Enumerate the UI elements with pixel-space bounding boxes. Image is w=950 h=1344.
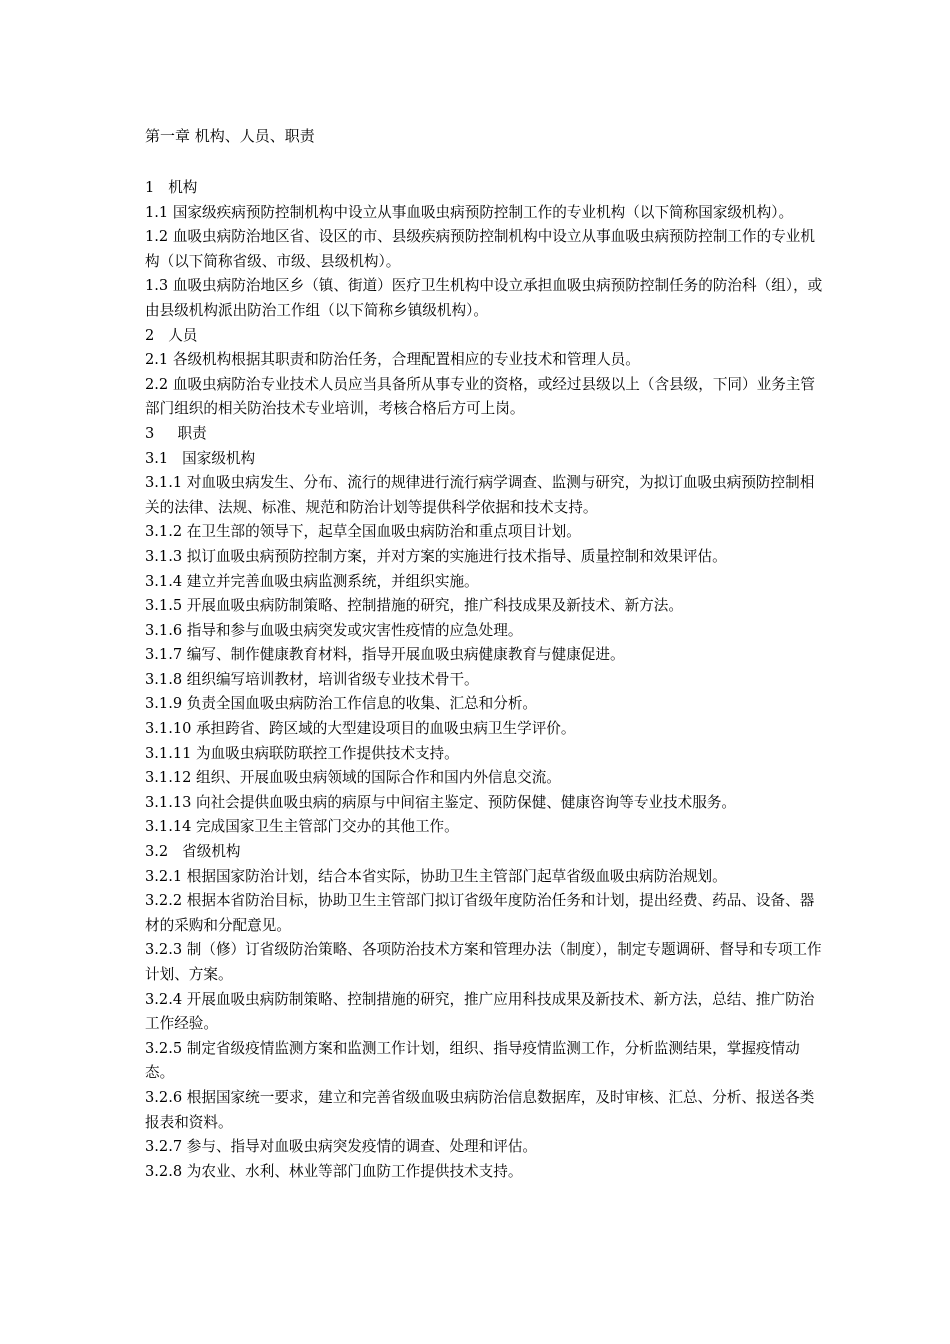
document-paragraph: 3.1.10 承担跨省、跨区域的大型建设项目的血吸虫病卫生学评价。 (145, 720, 576, 738)
document-page (145, 124, 825, 1184)
chapter-title: 第一章 机构、人员、职责 (145, 127, 315, 145)
document-paragraph: 3.1.3 拟订血吸虫病预防控制方案，并对方案的实施进行技术指导、质量控制和效果评估。 (145, 547, 727, 565)
document-paragraph: 2.2 血吸虫病防治专业技术人员应当具备所从事专业的资格，或经过县级以上（含县级，下同）业务主管部门组织的相关防治技术专业培训，考核合格后方可上岗。 (145, 375, 815, 418)
document-paragraph: 1.3 血吸虫病防治地区乡（镇、街道）医疗卫生机构中设立承担血吸虫病预防控制任务的防治科（组），或由县级机构派出防治工作组（以下简称乡镇级机构）。 (145, 277, 823, 319)
document-paragraph: 3.1.1 对血吸虫病发生、分布、流行的规律进行流行病学调查、监测与研究，为拟订血吸虫病预防控制相关的法律、法规、标准、规范和防治计划等提供科学依据和技术支持。 (145, 474, 815, 516)
document-paragraph: 3.2.3 制（修）订省级防治策略、各项防治技术方案和管理办法（制度），制定专题调研、督导和专项工作计划、方案。 (145, 941, 822, 983)
document-paragraph: 3.2.7 参与、指导对血吸虫病突发疫情的调查、处理和评估。 (145, 1138, 538, 1156)
document-paragraph: 3.1.12 组织、开展血吸虫病领域的国际合作和国内外信息交流。 (145, 769, 561, 787)
document-paragraph: 3.1.7 编写、制作健康教育材料，指导开展血吸虫病健康教育与健康促进。 (145, 646, 625, 664)
document-paragraph: 3.1.13 向社会提供血吸虫病的病原与中间宿主鉴定、预防保健、健康咨询等专业技术服务。 (145, 793, 737, 811)
document-paragraph: 3.2.6 根据国家统一要求，建立和完善省级血吸虫病防治信息数据库，及时审核、汇总、分析、报送各类报表和资料。 (145, 1088, 815, 1131)
document-paragraph: 3.2.2 根据本省防治目标，协助卫生主管部门拟订省级年度防治任务和计划，提出经费、药品、设备、器材的采购和分配意见。 (145, 892, 815, 934)
document-paragraph: 1 机构 (145, 179, 198, 196)
document-paragraph: 3.1.14 完成国家卫生主管部门交办的其他工作。 (145, 818, 459, 836)
document-paragraph: 1.2 血吸虫病防治地区省、设区的市、县级疾病预防控制机构中设立从事血吸虫病预防控制工作的专业机构（以下简称省级、市级、县级机构）。 (145, 228, 815, 270)
document-paragraph: 3.1.11 为血吸虫病联防联控工作提供技术支持。 (145, 744, 459, 762)
document-paragraph: 3.1.2 在卫生部的领导下，起草全国血吸虫病防治和重点项目计划。 (145, 523, 581, 541)
document-paragraph: 3.1.5 开展血吸虫病防制策略、控制措施的研究，推广科技成果及新技术、新方法。 (145, 597, 683, 615)
document-paragraph: 3.1.4 建立并完善血吸虫病监测系统，并组织实施。 (145, 572, 479, 590)
document-paragraph: 3.2.4 开展血吸虫病防制策略、控制措施的研究，推广应用科技成果及新技术、新方法，总结、推广防治工作经验。 (145, 990, 815, 1033)
document-paragraph: 3.1.9 负责全国血吸虫病防治工作信息的收集、汇总和分析。 (145, 695, 538, 713)
document-paragraph: 2 人员 (145, 326, 198, 344)
document-paragraph: 3 职责 (145, 424, 207, 442)
document-paragraph: 1.1 国家级疾病预防控制机构中设立从事血吸虫病预防控制工作的专业机构（以下简称国家级机构）。 (145, 203, 794, 221)
document-paragraph: 2.1 各级机构根据其职责和防治任务，合理配置相应的专业技术和管理人员。 (145, 351, 640, 369)
document-paragraph: 3.2.1 根据国家防治计划，结合本省实际，协助卫生主管部门起草省级血吸虫病防治规划。 (145, 867, 727, 885)
document-paragraph: 3.1.8 组织编写培训教材，培训省级专业技术骨干。 (145, 670, 479, 688)
document-paragraph: 3.1.6 指导和参与血吸虫病突发或灾害性疫情的应急处理。 (145, 621, 523, 639)
document-paragraph: 3.2 省级机构 (145, 843, 241, 861)
document-paragraph: 3.2.5 制定省级疫情监测方案和监测工作计划，组织、指导疫情监测工作，分析监测结果，掌握疫情动态。 (145, 1039, 800, 1082)
document-paragraph: 3.1 国家级机构 (145, 449, 256, 467)
document-paragraph: 3.2.8 为农业、水利、林业等部门血防工作提供技术支持。 (145, 1162, 523, 1180)
document-body (145, 176, 825, 1184)
